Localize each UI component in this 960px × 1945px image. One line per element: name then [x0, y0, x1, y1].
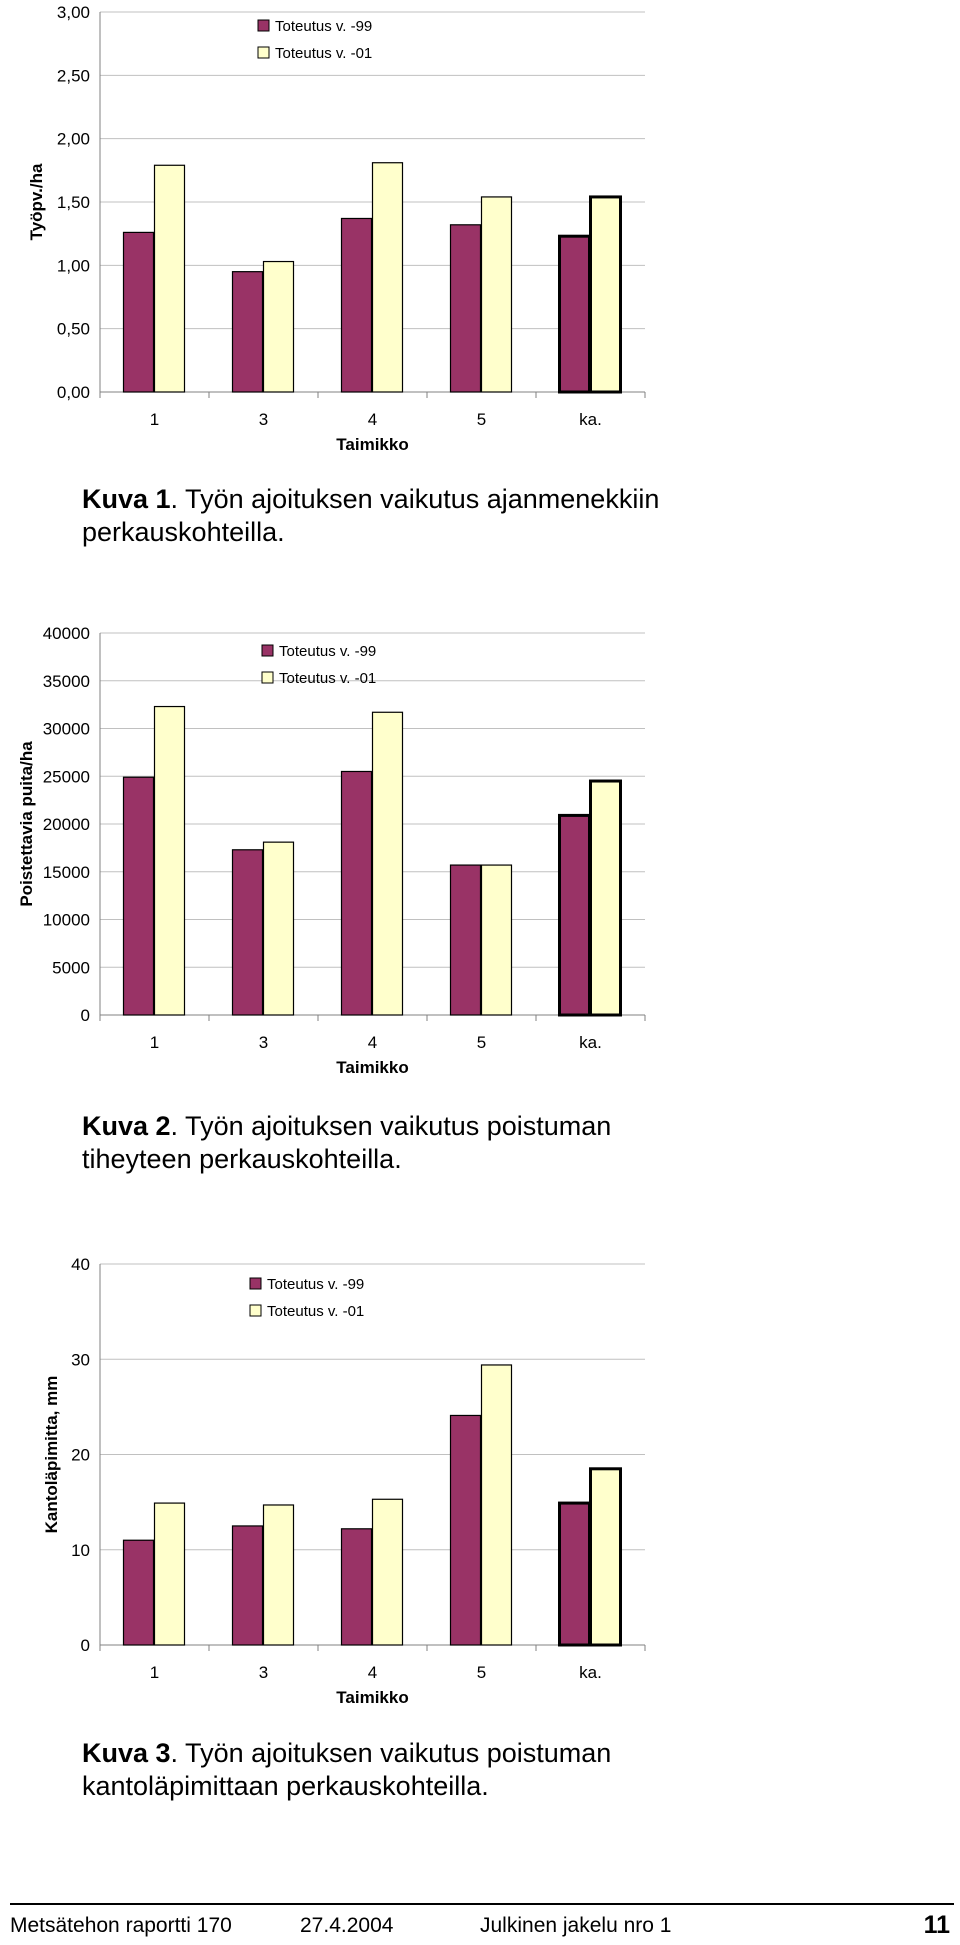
- y-tick-label: 10: [71, 1540, 90, 1560]
- bar-toteutus-99: [124, 232, 154, 392]
- chart-3-stump-diameter: [0, 1250, 960, 1710]
- bar-toteutus-01: [373, 163, 403, 392]
- bar-toteutus-99: [342, 218, 372, 392]
- bar-toteutus-99: [233, 850, 263, 1015]
- bar-toteutus-99: [451, 1415, 481, 1645]
- caption-3-label: Kuva 3: [82, 1738, 171, 1768]
- bar-toteutus-01: [482, 865, 512, 1015]
- x-axis-title: Taimikko: [336, 1688, 409, 1707]
- caption-1-label: Kuva 1: [82, 484, 171, 514]
- bar-toteutus-01: [591, 1469, 621, 1645]
- bar-toteutus-99: [342, 771, 372, 1015]
- bar-toteutus-01: [482, 1365, 512, 1645]
- y-tick-label: 25000: [42, 767, 90, 787]
- footer-distribution: Julkinen jakelu nro 1: [480, 1914, 672, 1937]
- bar-toteutus-99: [560, 1503, 590, 1645]
- y-axis-title: Poistettavia puita/ha: [17, 741, 36, 907]
- caption-3-text: . Työn ajoituksen vaikutus poistuman kantoläpimittaan perkauskohteilla.: [82, 1738, 612, 1801]
- y-axis-title: Kantoläpimitta, mm: [42, 1375, 61, 1534]
- bar-toteutus-99: [451, 225, 481, 392]
- y-tick-label: 40000: [42, 624, 90, 643]
- x-tick-label: 5: [476, 1033, 487, 1052]
- caption-2: [82, 1110, 722, 1176]
- y-tick-label: 0,00: [56, 383, 90, 402]
- chart-2-trees-removed: [0, 620, 960, 1080]
- bar-toteutus-01: [155, 707, 185, 1015]
- x-tick-label: 4: [367, 1033, 378, 1052]
- caption-3: [82, 1737, 722, 1803]
- bar-toteutus-01: [591, 781, 621, 1015]
- x-tick-label: 5: [476, 410, 487, 429]
- y-tick-label: 3,00: [56, 3, 90, 22]
- legend-swatch: [258, 47, 269, 58]
- x-tick-label: 1: [149, 1663, 160, 1682]
- legend-swatch: [258, 20, 269, 31]
- footer-date: 27.4.2004: [300, 1914, 394, 1937]
- x-tick-label: 3: [258, 1663, 269, 1682]
- legend-swatch: [250, 1278, 261, 1289]
- x-axis-title: Taimikko: [336, 435, 409, 454]
- legend-label: Toteutus v. -99: [279, 643, 377, 660]
- y-tick-label: 1,00: [56, 256, 90, 276]
- legend-swatch: [262, 645, 273, 656]
- bar-toteutus-01: [155, 165, 185, 392]
- bar-toteutus-01: [264, 262, 294, 392]
- x-tick-label: 4: [367, 410, 378, 429]
- x-tick-label: 4: [367, 1663, 378, 1682]
- y-tick-label: 30000: [42, 719, 90, 739]
- caption-2-label: Kuva 2: [82, 1111, 171, 1141]
- bar-toteutus-01: [264, 842, 294, 1015]
- y-tick-label: 15000: [42, 862, 90, 882]
- y-tick-label: 35000: [42, 671, 90, 691]
- y-tick-label: 40: [71, 1255, 90, 1274]
- y-tick-label: 0: [80, 1636, 90, 1655]
- x-tick-label: ka.: [579, 410, 602, 429]
- y-tick-label: 0: [80, 1006, 90, 1025]
- caption-1-text: . Työn ajoituksen vaikutus ajanmenekkiin perkauskohteilla.: [82, 484, 660, 547]
- legend-label: Toteutus v. -99: [275, 18, 373, 35]
- y-tick-label: 30: [71, 1350, 90, 1370]
- x-tick-label: 1: [149, 410, 160, 429]
- footer-page-number: 11: [923, 1911, 950, 1939]
- bar-toteutus-99: [124, 777, 154, 1015]
- y-tick-label: 1,50: [56, 193, 90, 212]
- bar-toteutus-01: [373, 1499, 403, 1645]
- y-axis-title: Työpv./ha: [27, 163, 46, 241]
- x-tick-label: 5: [476, 1663, 487, 1682]
- bar-toteutus-01: [264, 1505, 294, 1645]
- chart-1-work-days: [0, 0, 960, 460]
- bar-toteutus-99: [560, 236, 590, 392]
- y-tick-label: 20000: [42, 815, 90, 834]
- bar-toteutus-99: [233, 272, 263, 392]
- bar-toteutus-01: [155, 1503, 185, 1645]
- caption-2-text: . Työn ajoituksen vaikutus poistuman tiheyteen perkauskohteilla.: [82, 1111, 612, 1174]
- bar-toteutus-01: [591, 197, 621, 392]
- y-tick-label: 0,50: [56, 319, 90, 339]
- y-tick-label: 20: [71, 1445, 90, 1465]
- legend-label: Toteutus v. -01: [279, 670, 377, 687]
- x-tick-label: ka.: [579, 1663, 602, 1682]
- legend-label: Toteutus v. -99: [267, 1276, 365, 1293]
- legend-swatch: [262, 672, 273, 683]
- bar-toteutus-99: [342, 1529, 372, 1645]
- x-tick-label: 3: [258, 410, 269, 429]
- page-footer: [10, 1903, 954, 1939]
- x-tick-label: 1: [149, 1033, 160, 1052]
- bar-toteutus-99: [124, 1540, 154, 1645]
- y-tick-label: 5000: [52, 958, 90, 978]
- x-tick-label: 3: [258, 1033, 269, 1052]
- bar-toteutus-99: [451, 865, 481, 1015]
- y-tick-label: 2,00: [56, 129, 90, 149]
- y-tick-label: 10000: [42, 910, 90, 930]
- bar-toteutus-01: [373, 712, 403, 1015]
- x-axis-title: Taimikko: [336, 1058, 409, 1077]
- bar-toteutus-99: [560, 815, 590, 1015]
- bar-toteutus-01: [482, 197, 512, 392]
- legend-label: Toteutus v. -01: [275, 45, 373, 62]
- legend-label: Toteutus v. -01: [267, 1303, 365, 1320]
- legend-swatch: [250, 1305, 261, 1316]
- footer-report-title: Metsätehon raportti 170: [10, 1914, 232, 1937]
- bar-toteutus-99: [233, 1526, 263, 1645]
- y-tick-label: 2,50: [56, 66, 90, 86]
- x-tick-label: ka.: [579, 1033, 602, 1052]
- caption-1: [82, 483, 722, 549]
